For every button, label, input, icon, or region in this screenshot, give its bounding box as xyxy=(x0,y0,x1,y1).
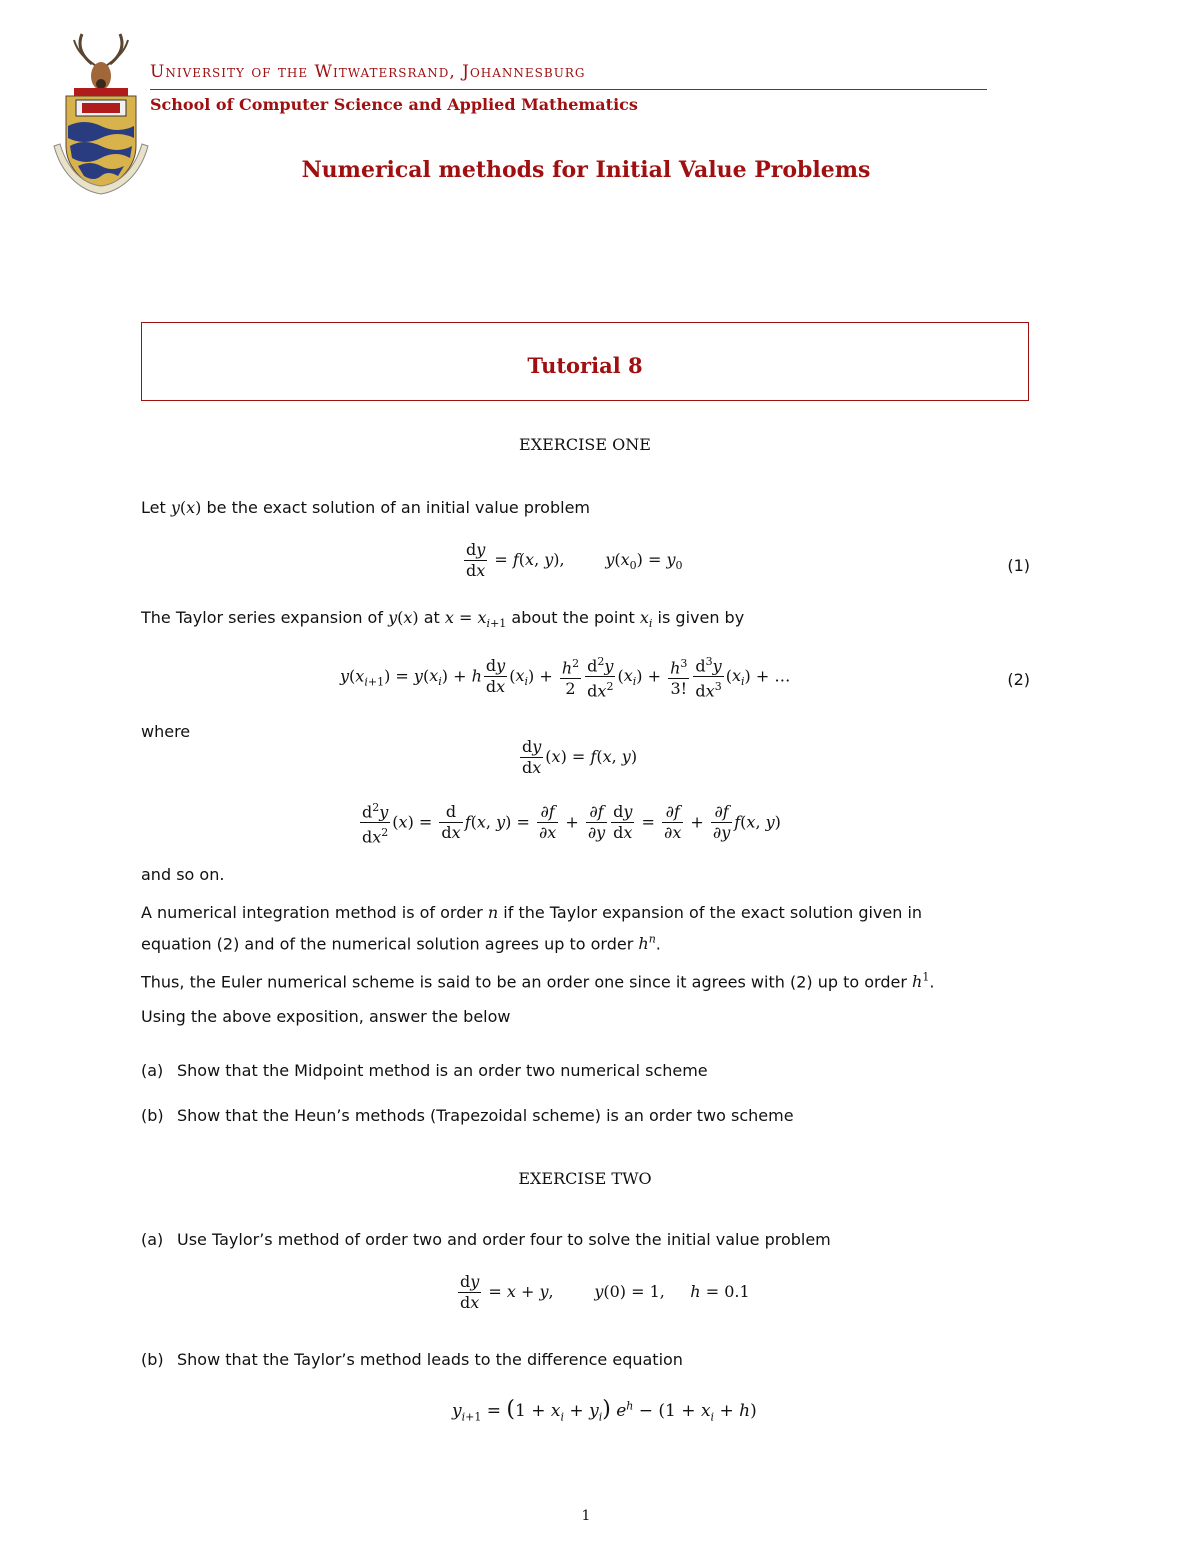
where-label: where xyxy=(141,722,191,741)
exercise-two-heading: EXERCISE TWO xyxy=(518,1169,652,1188)
equation-1: $\frac{dy}{dx}$ = f(x, y), $y(x_0) = y_0$ xyxy=(466,540,683,580)
equation-dydx: $\frac{dy}{dx}$ (x) = f(x, y) xyxy=(522,737,638,777)
university-name: University of the Witwatersrand, Johannesburg xyxy=(150,62,586,82)
school-name: School of Computer Science and Applied Mathematics xyxy=(150,95,638,114)
exercise-one-item-a: (a) Show that the Midpoint method is an order two numerical scheme xyxy=(141,1061,708,1080)
header-rule xyxy=(150,89,987,90)
equation-difference: $y_{i+1} = (1 + x_i + y_i) e^h - (1 + x_i + h)$ xyxy=(452,1397,757,1424)
equation-1-number: (1) xyxy=(1007,556,1030,575)
page-number: 1 xyxy=(581,1508,591,1524)
equation-d2ydx2: $\frac{d^2y}{dx^2}$ (x) = $\frac{d}{dx}$ f(x, y) = $\frac{\partial f}{\partial x}$ + $\frac{\partial f}{\partial y}$ $\frac{dy}{dx}$ = $\frac{\partial f}{\partial x}$ + $\frac{\partial f}{\partial y}$ f(x, y) xyxy=(358,798,781,848)
order-paragraph: A numerical integration method is of order n if the Taylor expansion of the exact solution given in equation (2) and of the numerical solution agrees up to order $h^n$. xyxy=(141,903,923,954)
equation-ivp: $\frac{dy}{dx}$ = x + y, y(0) = 1, h = 0.1 xyxy=(460,1272,750,1312)
document-title: Numerical methods for Initial Value Problems xyxy=(301,157,871,183)
using-paragraph: Using the above exposition, answer the below xyxy=(141,1007,511,1026)
intro-sentence: Let y(x) be the exact solution of an initial value problem xyxy=(141,498,590,517)
exercise-two-item-b: (b) Show that the Taylor’s method leads to the difference equation xyxy=(141,1350,683,1369)
exercise-one-heading: EXERCISE ONE xyxy=(519,435,651,454)
and-so-on: and so on. xyxy=(141,865,225,884)
equation-2-number: (2) xyxy=(1007,670,1030,689)
tutorial-title: Tutorial 8 xyxy=(527,353,643,378)
euler-paragraph: Thus, the Euler numerical scheme is said to be an order one since it agrees with (2) up to order $h^1$. xyxy=(141,971,935,992)
exercise-two-item-a: (a) Use Taylor’s method of order two and order four to solve the initial value problem xyxy=(141,1230,831,1249)
exercise-one-item-b: (b) Show that the Heun’s methods (Trapezoidal scheme) is an order two scheme xyxy=(141,1106,794,1125)
equation-2: $y(x_{i+1}) = y(x_i) + h$ $\frac{dy}{dx}$ $(x_i)$ + $\frac{h^2}{2}$ $\frac{d^2y}{dx^2}$ $(x_i)$ + $\frac{h^3}{3!}$ $\frac{d^3y}{dx^3}$ $(x_i)$ + … xyxy=(340,652,790,702)
taylor-intro: The Taylor series expansion of y(x) at $x = x_{i+1}$ about the point $x_i$ is given by xyxy=(141,608,745,631)
